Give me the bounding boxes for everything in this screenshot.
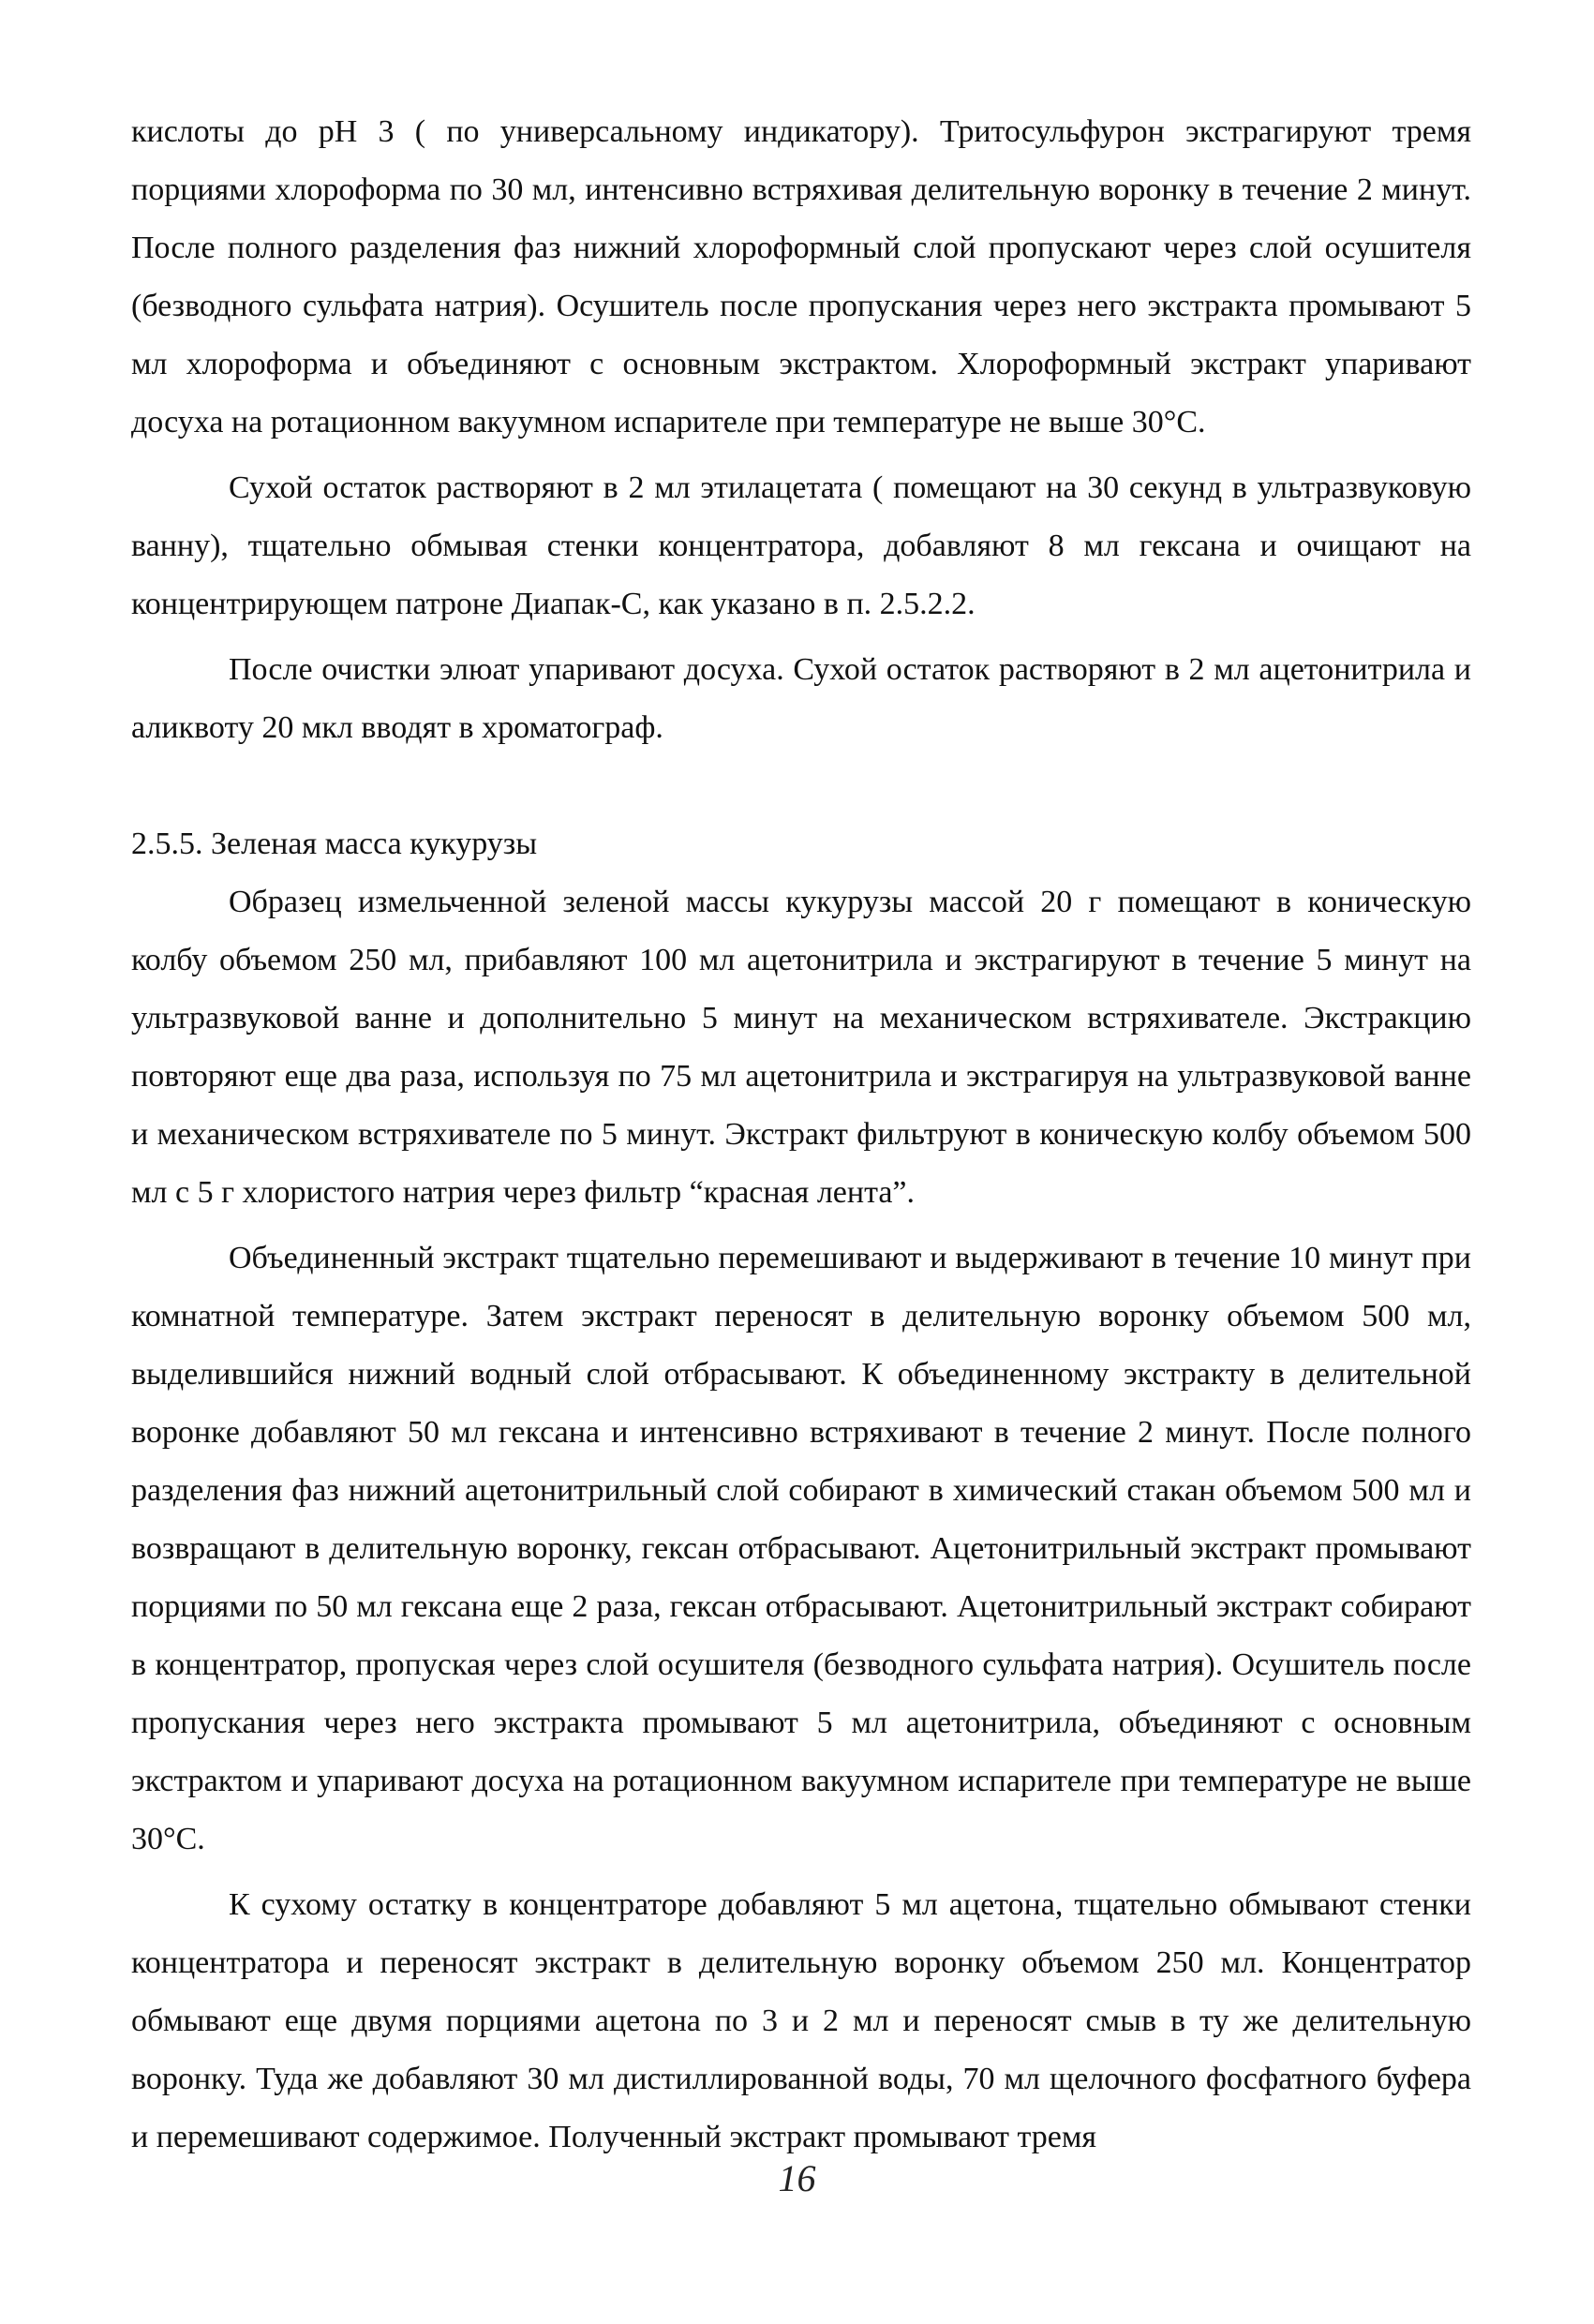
section-heading: 2.5.5. Зеленая масса кукурузы bbox=[131, 827, 538, 861]
paragraph-after-cleanup: После очистки элюат упаривают досуха. Сухой остаток растворяют в 2 мл ацетонитрила и аликвоту 20 мкл вводят в хроматограф. bbox=[131, 652, 1471, 745]
page-number: 16 bbox=[778, 2157, 816, 2199]
paragraph-dry-residue: Сухой остаток растворяют в 2 мл этилацетата ( помещают на 30 секунд в ультразвуковую ванну), тщательно обмывая стенки концентратора, добавляют 8 мл гексана и очищают на концентрирующем патроне Диапак-С, как указано в п. 2.5.2.2. bbox=[131, 470, 1471, 621]
paragraph-acetone-rinse: К сухому остатку в концентраторе добавляют 5 мл ацетона, тщательно обмывают стенки концентратора и переносят экстракт в делительную воронку объемом 250 мл. Концентратор обмывают еще двумя порциями ацетона по 3 и 2 мл и переносят смыв в ту же делительную воронку. Туда же добавляют 30 мл дистиллированной воды, 70 мл щелочного фосфатного буфера и перемешивают содержимое. Полученный экстракт промывают тремя bbox=[131, 1887, 1471, 2154]
paragraph-combined-extract: Объединенный экстракт тщательно перемешивают и выдерживают в течение 10 минут при комнатной температуре. Затем экстракт переносят в делительную воронку объемом 500 мл, выделившийся нижний водный слой отбрасывают. К объединенному экстракту в делительной воронке добавляют 50 мл гексана и интенсивно встряхивают в течение 2 минут. После полного разделения фаз нижний ацетонитрильный слой собирают в химический стакан объемом 500 мл и возвращают в делительную воронку, гексан отбрасывают. Ацетонитрильный экстракт промывают порциями по 50 мл гексана еще 2 раза, гексан отбрасывают. Ацетонитрильный экстракт собирают в концентратор, пропуская через слой осушителя (безводного сульфата натрия). Осушитель после пропускания через него экстракта промывают 5 мл ацетонитрила, объединяют с основным экстрактом и упаривают досуха на ротационном вакуумном испарителе при температуре не выше 30°С. bbox=[131, 1241, 1471, 1856]
document-body bbox=[131, 103, 1471, 2167]
paragraph-sample-extraction: Образец измельченной зеленой массы кукурузы массой 20 г помещают в коническую колбу объемом 250 мл, прибавляют 100 мл ацетонитрила и экстрагируют в течение 5 минут на ультразвуковой ванне и дополнительно 5 минут на механическом встряхивателе. Экстракцию повторяют еще два раза, используя по 75 мл ацетонитрила и экстрагируя на ультразвуковой ванне и механическом встряхивателе по 5 минут. Экстракт фильтруют в коническую колбу объемом 500 мл с 5 г хлористого натрия через фильтр “красная лента”. bbox=[131, 885, 1471, 1210]
paragraph-continuation: кислоты до pH 3 ( по универсальному индикатору). Тритосульфурон экстрагируют тремя порциями хлороформа по 30 мл, интенсивно встряхивая делительную воронку в течение 2 минут. После полного разделения фаз нижний хлороформный слой пропускают через слой осушителя (безводного сульфата натрия). Осушитель после пропускания через него экстракта промывают 5 мл хлороформа и объединяют с основным экстрактом. Хлороформный экстракт упаривают досуха на ротационном вакуумном испарителе при температуре не выше 30°С. bbox=[131, 114, 1471, 439]
